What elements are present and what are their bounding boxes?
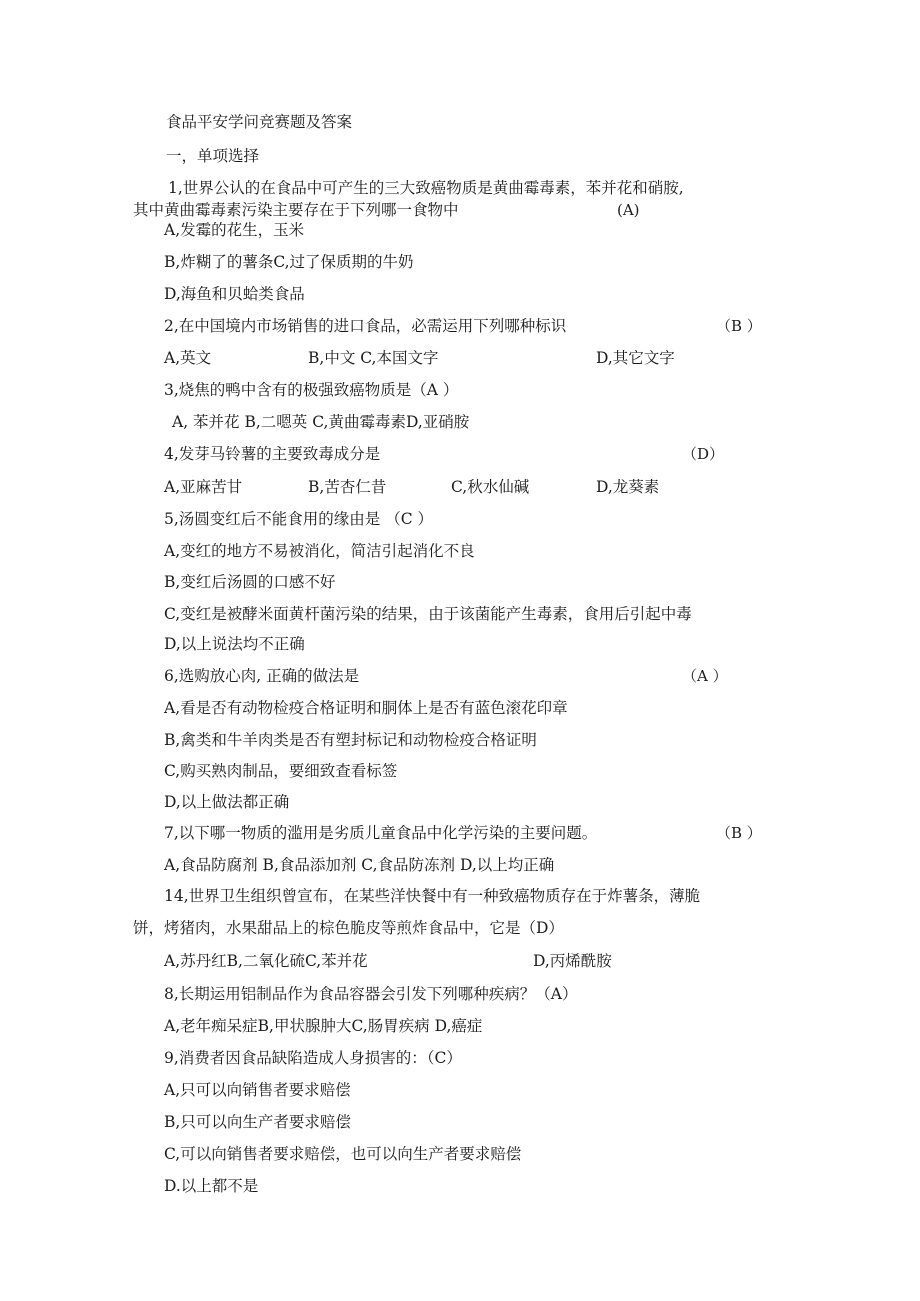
question-8-options: A,老年痴呆症B,甲状腺肿大C,肠胃疾病 D,癌症 (164, 1017, 483, 1035)
question-4-answer: （D） (682, 445, 725, 463)
question-9-option-a: A,只可以向销售者要求赔偿 (164, 1081, 351, 1099)
question-4-stem: 4,发芽马铃薯的主要致毒成分是 (164, 445, 381, 463)
question-5-option-b: B,变红后汤圆的口感不好 (164, 573, 336, 591)
question-14-options-abc: A,苏丹红B,二氧化硫C,苯并花 (164, 952, 368, 970)
question-7-answer: （B ） (716, 824, 762, 842)
question-5-option-a: A,变红的地方不易被消化，简洁引起消化不良 (164, 542, 475, 560)
question-6-option-a: A,看是否有动物检疫合格证明和胴体上是否有蓝色滚花印章 (164, 699, 568, 717)
question-2-answer: （B ） (716, 317, 762, 335)
question-7-stem: 7,以下哪一物质的滥用是劣质儿童食品中化学污染的主要问题。 (164, 824, 598, 842)
question-4-option-d: D,龙葵素 (596, 478, 660, 496)
question-1-line1: 1,世界公认的在食品中可产生的三大致癌物质是黄曲霉毒素，苯并花和硝胺, (168, 179, 684, 197)
question-5-option-c: C,变红是被酵米面黄杆菌污染的结果，由于该菌能产生毒素，食用后引起中毒 (164, 605, 692, 623)
question-4-option-c: C,秋水仙碱 (451, 478, 530, 496)
document-title: 食品平安学问竞赛题及答案 (166, 113, 353, 131)
question-2-option-bc: B,中文 C,本国文字 (308, 349, 439, 367)
question-6-answer: （A ） (682, 667, 728, 685)
question-14-option-d: D,丙烯酰胺 (533, 952, 612, 970)
question-2-stem: 2,在中国境内市场销售的进口食品，必需运用下列哪种标识 (164, 317, 567, 335)
question-6-option-b: B,禽类和牛羊肉类是否有塑封标记和动物检疫合格证明 (164, 731, 537, 749)
section-heading: 一，单项选择 (166, 147, 260, 165)
question-6-stem: 6,选购放心肉, 正确的做法是 (164, 667, 360, 685)
question-14-line2: 饼，烤猪肉，水果甜品上的棕色脆皮等煎炸食品中，它是（D） (133, 919, 564, 937)
question-1-answer: (A) (617, 201, 640, 219)
question-1-option-bc: B,炸糊了的薯条C,过了保质期的牛奶 (164, 253, 414, 271)
question-4-option-b: B,苦杏仁昔 (308, 478, 387, 496)
question-1-line2: 其中黄曲霉毒素污染主要存在于下列哪一食物中 (133, 201, 459, 219)
question-5-stem: 5,汤圆变红后不能食用的缘由是 （C ） (164, 510, 434, 528)
question-14-line1: 14,世界卫生组织曾宣布，在某些洋快餐中有一种致癌物质存在于炸薯条，薄脆 (164, 887, 701, 905)
question-9-option-c: C,可以向销售者要求赔偿，也可以向生产者要求赔偿 (164, 1145, 522, 1163)
question-2-option-d: D,其它文字 (596, 349, 675, 367)
question-8-stem: 8,长期运用铝制品作为食品容器会引发下列哪种疾病？（A） (164, 985, 578, 1003)
question-9-option-d: D.以上都不是 (164, 1177, 259, 1195)
question-5-option-d: D,以上说法均不正确 (164, 635, 305, 653)
question-1-option-d: D,海鱼和贝蛤类食品 (164, 285, 305, 303)
question-9-stem: 9,消费者因食品缺陷造成人身损害的：（C） (164, 1049, 462, 1067)
question-3-options: A, 苯并花 B,二嗯英 C,黄曲霉毒素D,亚硝胺 (172, 413, 470, 431)
question-6-option-c: C,购买熟肉制品，要细致查看标签 (164, 762, 398, 780)
question-9-option-b: B,只可以向生产者要求赔偿 (164, 1113, 351, 1131)
question-2-option-a: A,英文 (164, 349, 212, 367)
question-3-stem: 3,烧焦的鸭中含有的极强致癌物质是（A ） (164, 381, 459, 399)
question-1-option-a: A,发霉的花生，玉米 (164, 221, 305, 239)
question-6-option-d: D,以上做法都正确 (164, 793, 290, 811)
question-4-option-a: A,亚麻苦甘 (164, 478, 243, 496)
question-7-options: A,食品防腐剂 B,食品添加剂 C,食品防冻剂 D,以上均正确 (164, 856, 555, 874)
